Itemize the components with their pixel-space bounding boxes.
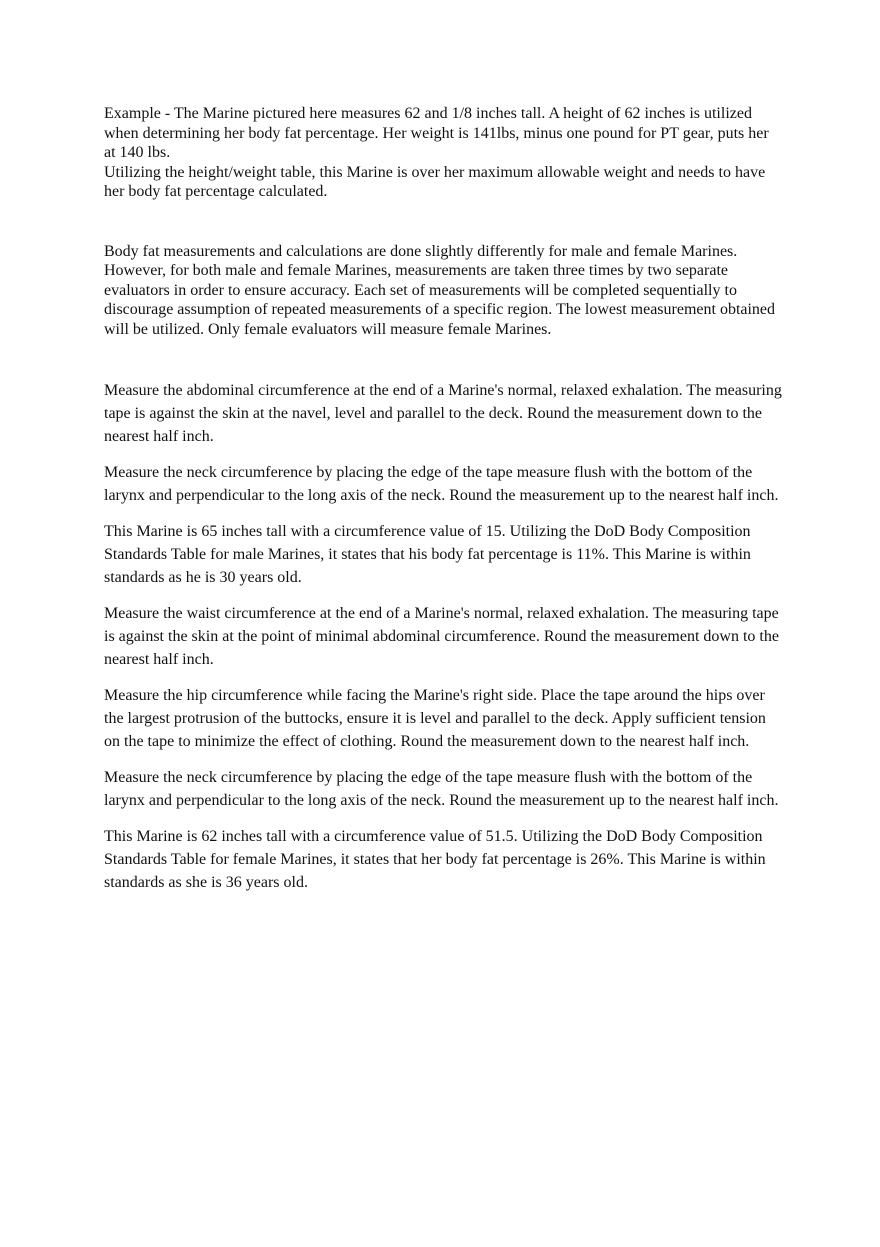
measurement-section <box>104 379 784 894</box>
general-section <box>104 242 784 340</box>
male-neck-paragraph: Measure the neck circumference by placing the edge of the tape measure flush with the bottom of the larynx and perpendicular to the long axis of the neck. Round the measurement up to the nearest half inch. <box>104 464 779 504</box>
female-neck-paragraph: Measure the neck circumference by placing the edge of the tape measure flush with the bottom of the larynx and perpendicular to the long axis of the neck. Round the measurement up to the nearest half inch. <box>104 769 779 809</box>
female-example-paragraph: This Marine is 62 inches tall with a circumference value of 51.5. Utilizing the DoD Body Composition Standards Table for female Marines, it states that her body fat percentage is 26%. This Marine is within standards as she is 36 years old. <box>104 828 766 891</box>
female-waist-paragraph: Measure the waist circumference at the end of a Marine's normal, relaxed exhalation. The measuring tape is against the skin at the point of minimal abdominal circumference. Round the measurement down to the nearest half inch. <box>104 605 779 668</box>
example-paragraph: Example - The Marine pictured here measures 62 and 1/8 inches tall. A height of 62 inches is utilized when determining her body fat percentage. Her weight is 141lbs, minus one pound for PT gear, puts her at 140 lbs. <box>104 105 769 161</box>
table-note-paragraph: Utilizing the height/weight table, this Marine is over her maximum allowable weight and needs to have her body fat percentage calculated. <box>104 163 766 200</box>
female-hip-paragraph: Measure the hip circumference while facing the Marine's right side. Place the tape around the hips over the largest protrusion of the buttocks, ensure it is level and parallel to the deck. Apply sufficient tension on the tape to minimize the effect of clothing. Round the measurement down to the nearest half inch. <box>104 687 766 750</box>
document-page <box>104 104 784 907</box>
procedure-paragraph: However, for both male and female Marines, measurements are taken three times by two separate evaluators in order to ensure accuracy. Each set of measurements will be completed sequentially to discourage assumption of repeated measurements of a specific region. The lowest measurement obtained will be utilized. Only female evaluators will measure female Marines. <box>104 262 776 338</box>
difference-paragraph: Body fat measurements and calculations are done slightly differently for male and female Marines. <box>104 242 738 260</box>
male-abdominal-paragraph: Measure the abdominal circumference at the end of a Marine's normal, relaxed exhalation. The measuring tape is against the skin at the navel, level and parallel to the deck. Round the measurement down to the nearest half inch. <box>104 382 782 445</box>
male-example-paragraph: This Marine is 65 inches tall with a circumference value of 15. Utilizing the DoD Body Composition Standards Table for male Marines, it states that his body fat percentage is 11%. This Marine is within standards as he is 30 years old. <box>104 523 751 586</box>
intro-section <box>104 104 784 202</box>
